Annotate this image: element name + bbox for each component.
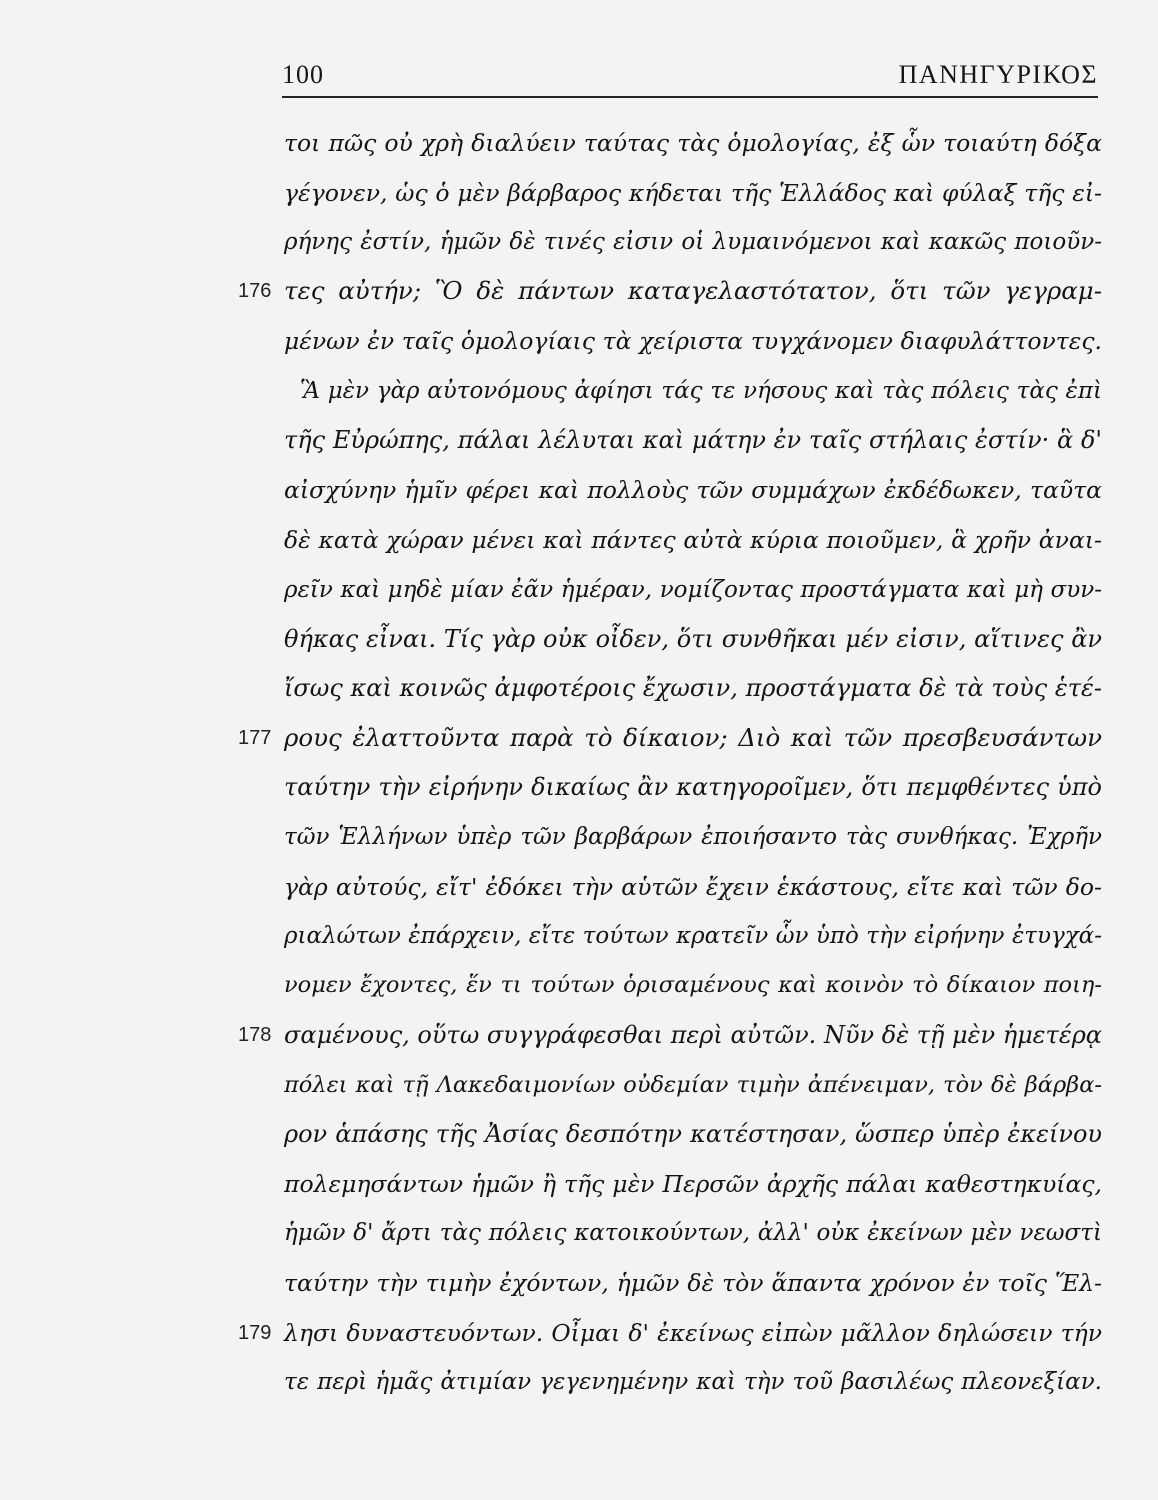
text-line: ταύτην τὴν τιμὴν ἐχόντων, ἡμῶν δὲ τὸν ἅπαντα χρόνον ἐν τοῖς Ἕλ- <box>284 1269 1102 1297</box>
text-line: Ἃ μὲν γὰρ αὐτονόμους ἀφίησι τάς τε νήσους καὶ τὰς πόλεις τὰς ἐπὶ <box>300 378 1102 404</box>
running-title: ΠΑΝΗΓΥΡΙΚΟΣ <box>898 60 1098 89</box>
page-number: 100 <box>282 60 324 89</box>
text-line: γὰρ αὐτούς, εἴτ' ἐδόκει τὴν αὑτῶν ἔχειν ἑκάστους, εἴτε καὶ τῶν δο- <box>284 873 1102 901</box>
text-line: μένων ἐν ταῖς ὁμολογίαις τὰ χείριστα τυγχάνομεν διαφυλάττοντες. <box>284 327 1102 355</box>
text-line: ρεῖν καὶ μηδὲ μίαν ἐᾶν ἡμέραν, νομίζοντας προστάγματα καὶ μὴ συν- <box>284 577 1102 603</box>
section-number-177: 177 <box>238 727 272 749</box>
text-line: τε περὶ ἡμᾶς ἀτιμίαν γεγενημένην καὶ τὴν τοῦ βασιλέως πλεονεξίαν. <box>284 1369 1102 1395</box>
section-number-179: 179 <box>238 1322 272 1344</box>
section-number-176: 176 <box>238 280 272 302</box>
text-line: ἴσως καὶ κοινῶς ἀμφοτέροις ἔχωσιν, προστάγματα δὲ τὰ τοὺς ἑτέ- <box>284 674 1102 702</box>
text-line: θήκας εἶναι. Τίς γὰρ οὐκ οἶδεν, ὅτι συνθῆκαι μέν εἰσιν, αἵτινες ἂν <box>284 625 1102 653</box>
text-line: ταύτην τὴν εἰρήνην δικαίως ἂν κατηγοροῖμεν, ὅτι πεμφθέντες ὑπὸ <box>284 773 1102 801</box>
text-line: τες αὐτήν; Ὃ δὲ πάντων καταγελαστότατον, ὅτι τῶν γεγραμ- <box>284 276 1102 305</box>
text-line: πολεμησάντων ἡμῶν ἢ τῆς μὲν Περσῶν ἀρχῆς πάλαι καθεστηκυίας, <box>284 1170 1102 1198</box>
text-line: αἰσχύνην ἡμῖν φέρει καὶ πολλοὺς τῶν συμμάχων ἐκδέδωκεν, ταῦτα <box>284 476 1102 504</box>
text-line: ἡμῶν δ' ἄρτι τὰς πόλεις κατοικούντων, ἀλλ' οὐκ ἐκείνων μὲν νεωστὶ <box>284 1220 1102 1246</box>
text-line: πόλει καὶ τῇ Λακεδαιμονίων οὐδεμίαν τιμὴν ἀπένειμαν, τὸν δὲ βάρβα- <box>284 1072 1102 1098</box>
section-number-178: 178 <box>238 1024 272 1046</box>
text-line: τῆς Εὐρώπης, πάλαι λέλυται καὶ μάτην ἐν ταῖς στήλαις ἐστίν· ἃ δ' <box>284 426 1102 454</box>
text-line: ριαλώτων ἐπάρχειν, εἴτε τούτων κρατεῖν ὧν ὑπὸ τὴν εἰρήνην ἐτυγχά- <box>284 923 1102 949</box>
text-line: ρους ἐλαττοῦντα παρὰ τὸ δίκαιον; Διὸ καὶ τῶν πρεσβευσάντων <box>284 723 1102 752</box>
text-line: σαμένους, οὕτω συγγράφεσθαι περὶ αὐτῶν. Νῦν δὲ τῇ μὲν ἡμετέρᾳ <box>284 1021 1103 1049</box>
text-line: γέγονεν, ὡς ὁ μὲν βάρβαρος κήδεται τῆς Ἑλλάδος καὶ φύλαξ τῆς εἰ- <box>284 179 1102 207</box>
text-line: ρήνης ἐστίν, ἡμῶν δὲ τινές εἰσιν οἱ λυμαινόμενοι καὶ κακῶς ποιοῦν- <box>284 229 1102 255</box>
text-line: τοι πῶς οὐ χρὴ διαλύειν ταύτας τὰς ὁμολογίας, ἐξ ὧν τοιαύτη δόξα <box>284 129 1102 157</box>
text-line: νομεν ἔχοντες, ἕν τι τούτων ὁρισαμένους καὶ κοινὸν τὸ δίκαιον ποιη- <box>284 972 1102 998</box>
text-line: ρον ἁπάσης τῆς Ἀσίας δεσπότην κατέστησαν, ὥσπερ ὑπὲρ ἐκείνου <box>284 1120 1102 1148</box>
text-line: δὲ κατὰ χώραν μένει καὶ πάντες αὐτὰ κύρια ποιοῦμεν, ἃ χρῆν ἀναι- <box>284 526 1102 554</box>
text-line: τῶν Ἑλλήνων ὑπὲρ τῶν βαρβάρων ἐποιήσαντο τὰς συνθήκας. Ἐχρῆν <box>284 824 1102 850</box>
text-line: λησι δυναστευόντων. Οἶμαι δ' ἐκείνως εἰπὼν μᾶλλον δηλώσειν τήν <box>284 1319 1102 1347</box>
